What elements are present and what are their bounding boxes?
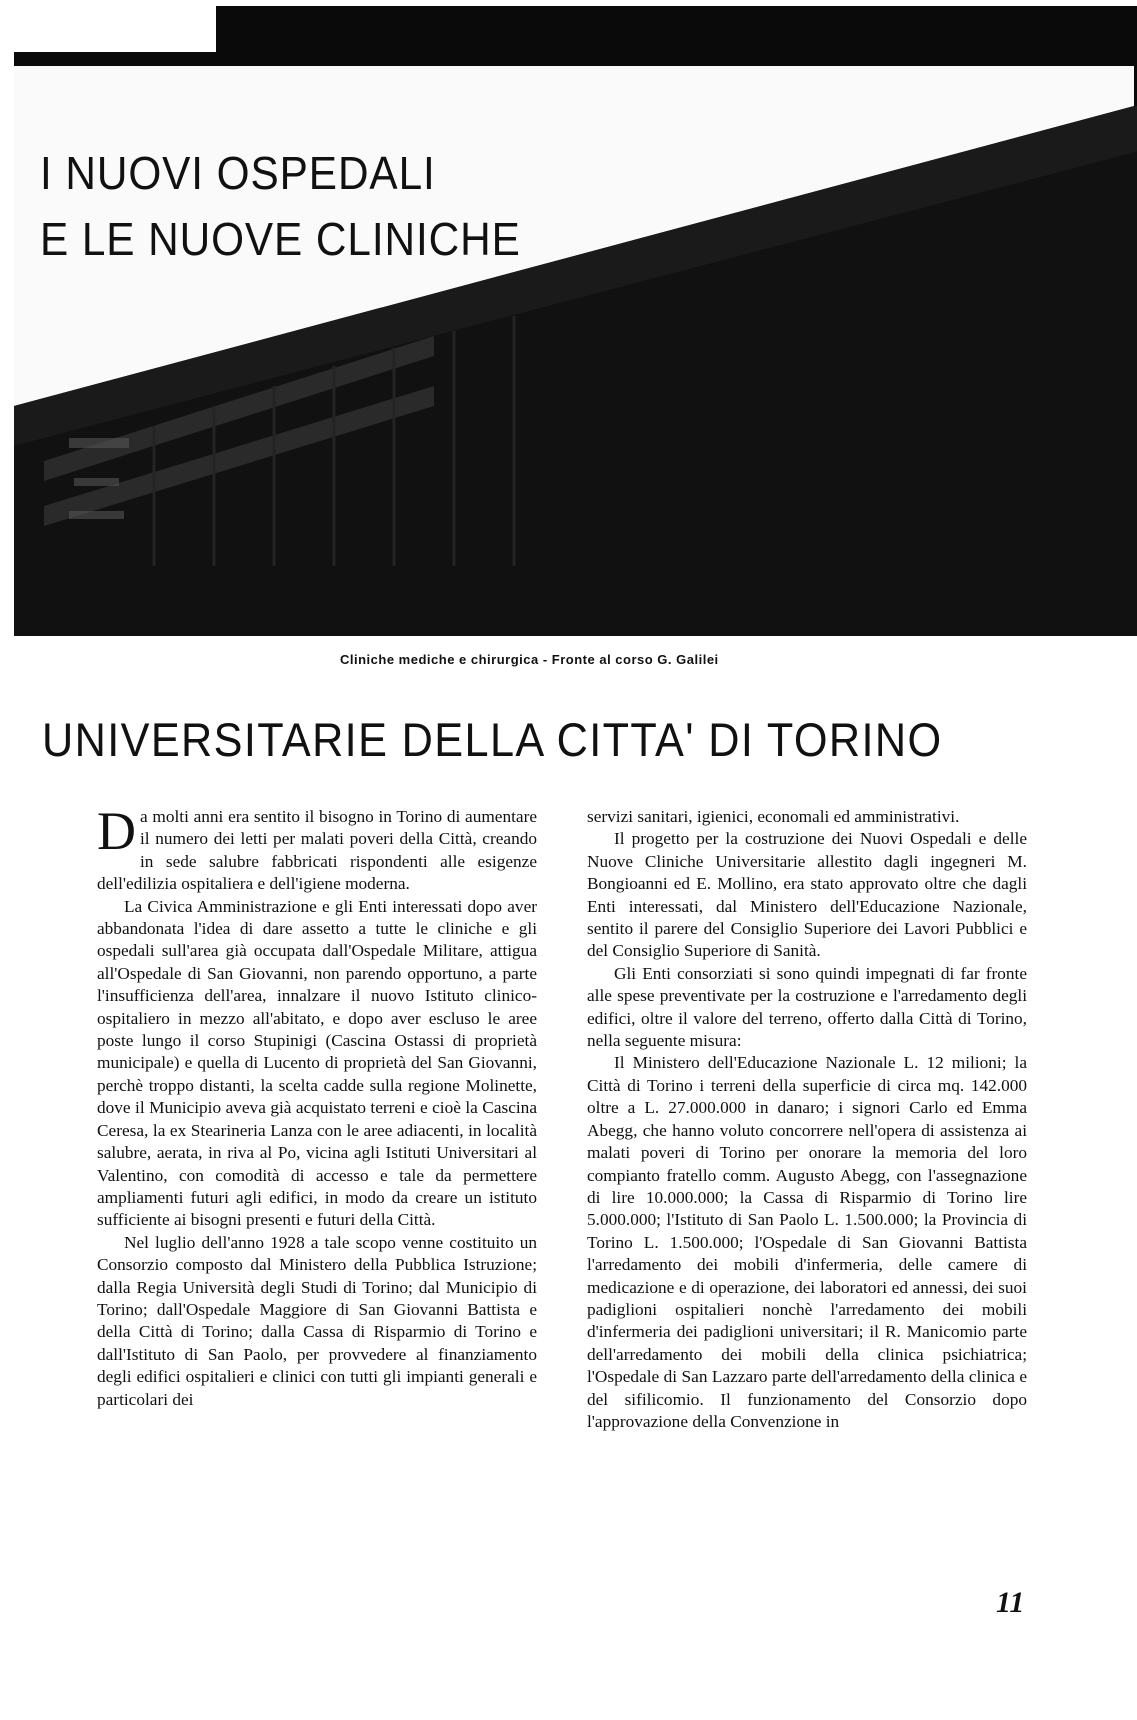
paragraph: Il Ministero dell'Educazione Nazionale L. 12 milioni; la Città di Torino i terreni della superficie di circa mq. 142.000 oltre a L. 27.000.000 in danaro; i signori Carlo ed Emma Abegg, che hanno voluto concorrere nell'opera di assistenza ai malati poveri di Torino per onorare la memoria del loro compianto fratello comm. Augusto Abegg, con l'assegnazione di lire 10.000.000; la Cassa di Risparmio di Torino lire 5.000.000; l'Istituto di San Paolo L. 1.500.000; la Provincia di Torino L. 1.500.000; l'Ospedale di San Giovanni Battista l'arredamento dei mobili d'infermeria, delle camere di medicazione e di operazione, dei laboratori ed annessi, dei suoi padiglioni ospitalieri nonchè l'arredamento dei mobili d'infermeria dei padiglioni universitari; il R. Manicomio parte dell'arredamento dei mobili della clinica psichiatrica; l'Ospedale di San Lazzaro parte dell'arredamento della clinica e del sifilicomio. Il funzionamento del Consorzio dopo l'approvazione della Convenzione in (587, 1053, 1027, 1431)
page-title (40, 140, 521, 272)
article-column-right (587, 806, 1027, 1433)
paragraph: Nel luglio dell'anno 1928 a tale scopo venne costituito un Consorzio composto dal Ministero della Pubblica Istruzione; dalla Regia Università degli Studi di Torino; dal Municipio di Torino; dall'Ospedale Maggiore di San Giovanni Battista e della Città di Torino; dalla Cassa di Risparmio di Torino e dall'Istituto di San Paolo, per provvedere al finanziamento degli edifici ospitalieri e clinici con tutti gli impianti generali e particolari dei (97, 1232, 537, 1409)
corner-margin (0, 0, 216, 52)
paragraph: servizi sanitari, igienici, economali ed amministrativi. (587, 807, 960, 826)
building-photo (14, 6, 1137, 636)
photo-caption: Cliniche mediche e chirurgica - Fronte al corso G. Galilei (340, 652, 719, 667)
paragraph-text: a molti anni era sentito il bisogno in Torino di aumentare il numero dei letti per malati poveri della Città, creando in sede salubre fabbricati rispondenti alle esigenze dell'edilizia ospitaliera e dell'igiene moderna. (97, 807, 537, 894)
paragraph (97, 801, 537, 896)
article-subtitle: UNIVERSITARIE DELLA CITTA' DI TORINO (42, 713, 943, 766)
drop-cap: D (97, 801, 136, 861)
page-number: 11 (996, 1586, 1025, 1619)
paragraph: La Civica Amministrazione e gli Enti interessati dopo aver abbandonata l'idea di dare assetto a tutte le cliniche e gli ospedali sull'area già occupata dall'Ospedale Militare, attigua all'Ospedale di San Giovanni, non parendo opportuno, a parte l'insufficienza dell'area, innalzare il nuovo Istituto clinico-ospitaliero in mezzo all'abitato, e dopo aver escluso le aree poste lungo il corso Stupinigi (Cascina Ostassi di proprietà municipale) e quella di Lucento di proprietà del San Giovanni, perchè troppo distanti, la scelta cadde sulla regione Molinette, dove il Municipio aveva già acquistato terreni e cioè la Cascina Ceresa, la ex Stearineria Lanza con le aree adiacenti, in località salubre, aerata, in riva al Po, vicina agli Istituti Universitari al Valentino, con comodità di accesso e tale da permettere ampliamenti futuri agli edifici, in modo da creare un istituto sufficiente ai bisogni presenti e futuri della Città. (97, 896, 537, 1230)
title-line-2: E LE NUOVE CLINICHE (40, 213, 521, 265)
article-column-left (97, 801, 537, 1411)
paragraph: Il progetto per la costruzione dei Nuovi Ospedali e delle Nuove Cliniche Universitarie allestito dagli ingegneri M. Bongioanni ed E. Mollino, era stato approvato oltre che dagli Enti interessati, dal Ministero dell'Educazione Nazionale, sentito il parere del Consiglio Superiore dei Lavori Pubblici e del Consiglio Superiore di Sanità. (587, 829, 1027, 961)
paragraph: Gli Enti consorziati si sono quindi impegnati di far fronte alle spese preventivate per la costruzione e l'arredamento degli edifici, oltre il valore del terreno, offerto dalla Città di Torino, nella seguente misura: (587, 963, 1027, 1051)
building-photo-illustration (14, 6, 1137, 636)
title-line-1: I NUOVI OSPEDALI (40, 147, 436, 199)
